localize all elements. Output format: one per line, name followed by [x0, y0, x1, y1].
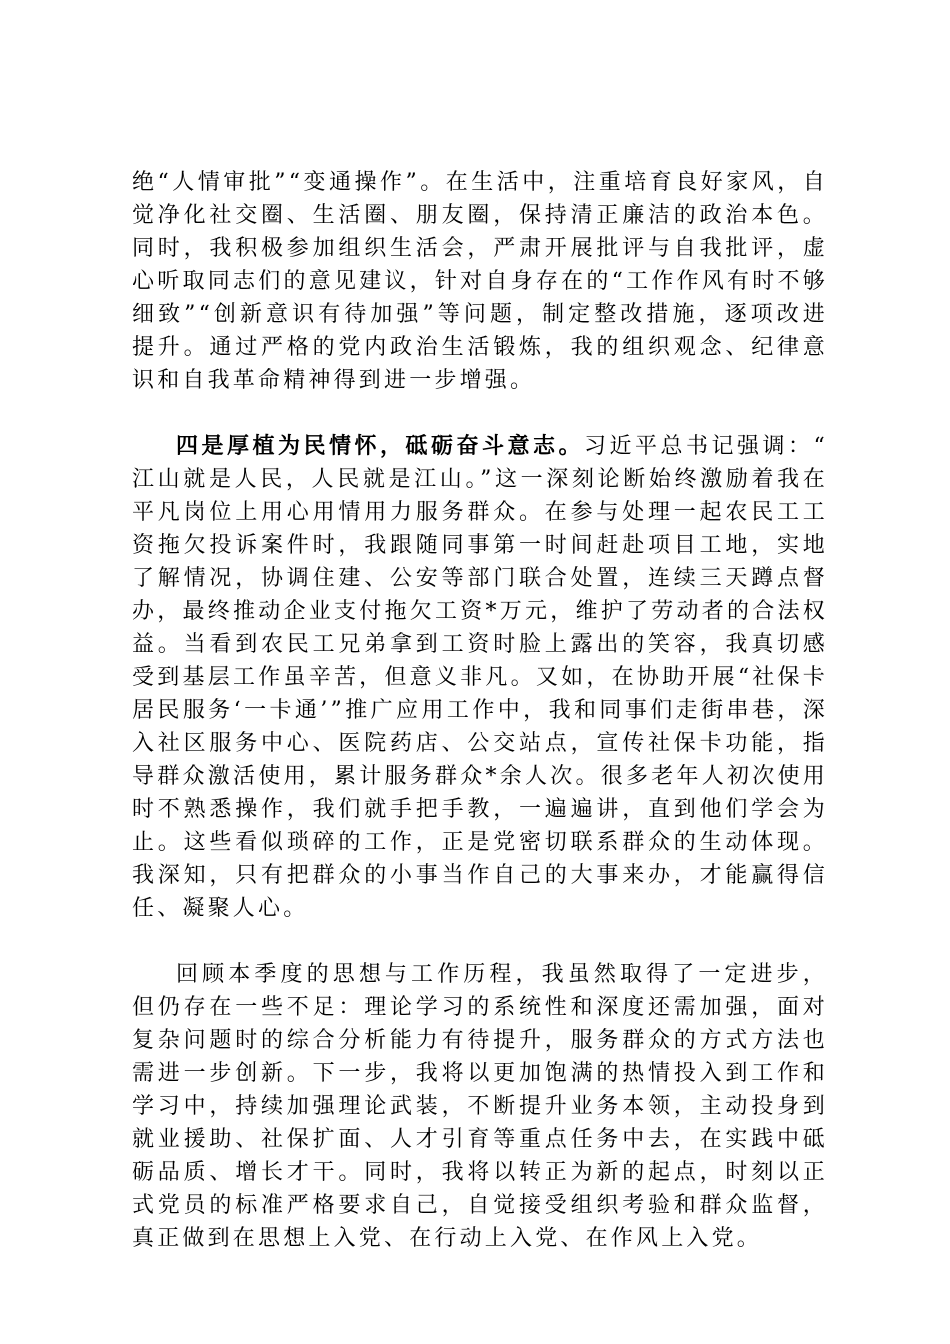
paragraph-summary: [132, 958, 828, 1255]
document-body: [132, 166, 828, 1255]
paragraph-section-four: [132, 430, 828, 925]
paragraph-text: 绝“人情审批”“变通操作”。在生活中，注重培育良好家风，自觉净化社交圈、生活圈、朋友圈，保持清正廉洁的政治本色。同时，我积极参加组织生活会，严肃开展批评与自我批评，虚心听取同志们的意见建议，针对自身存在的“工作作风有时不够细致”“创新意识有待加强”等问题，制定整改措施，逐项改进提升。通过严格的党内政治生活锻炼，我的组织观念、纪律意识和自我革命精神得到进一步增强。: [132, 170, 828, 393]
paragraph-text: 习近平总书记强调：“江山就是人民，人民就是江山。”这一深刻论断始终激励着我在平凡岗位上用心用情用力服务群众。在参与处理一起农民工工资拖欠投诉案件时，我跟随同事第一时间赶赴项目工地，实地了解情况，协调住建、公安等部门联合处置，连续三天蹲点督办，最终推动企业支付拖欠工资*万元，维护了劳动者的合法权益。当看到农民工兄弟拿到工资时脸上露出的笑容，我真切感受到基层工作虽辛苦，但意义非凡。又如，在协助开展“社保卡居民服务‘一卡通’”推广应用工作中，我和同事们走街串巷，深入社区服务中心、医院药店、公交站点，宣传社保卡功能，指导群众激活使用，累计服务群众*余人次。很多老年人初次使用时不熟悉操作，我们就手把手教，一遍遍讲，直到他们学会为止。这些看似琐碎的工作，正是党密切联系群众的生动体现。我深知，只有把群众的小事当作自己的大事来办，才能赢得信任、凝聚人心。: [132, 434, 828, 921]
paragraph-continuation: [132, 166, 828, 397]
paragraph-text: 回顾本季度的思想与工作历程，我虽然取得了一定进步，但仍存在一些不足：理论学习的系统性和深度还需加强，面对复杂问题时的综合分析能力有待提升，服务群众的方式方法也需进一步创新。下一步，我将以更加饱满的热情投入到工作和学习中，持续加强理论武装，不断提升业务本领，主动投身到就业援助、社保扩面、人才引育等重点任务中去，在实践中砥砺品质、增长才干。同时，我将以转正为新的起点，时刻以正式党员的标准严格要求自己，自觉接受组织考验和群众监督，真正做到在思想上入党、在行动上入党、在作风上入党。: [132, 962, 828, 1251]
section-heading-four: 四是厚植为民情怀，砥砺奋斗意志。: [176, 434, 585, 459]
